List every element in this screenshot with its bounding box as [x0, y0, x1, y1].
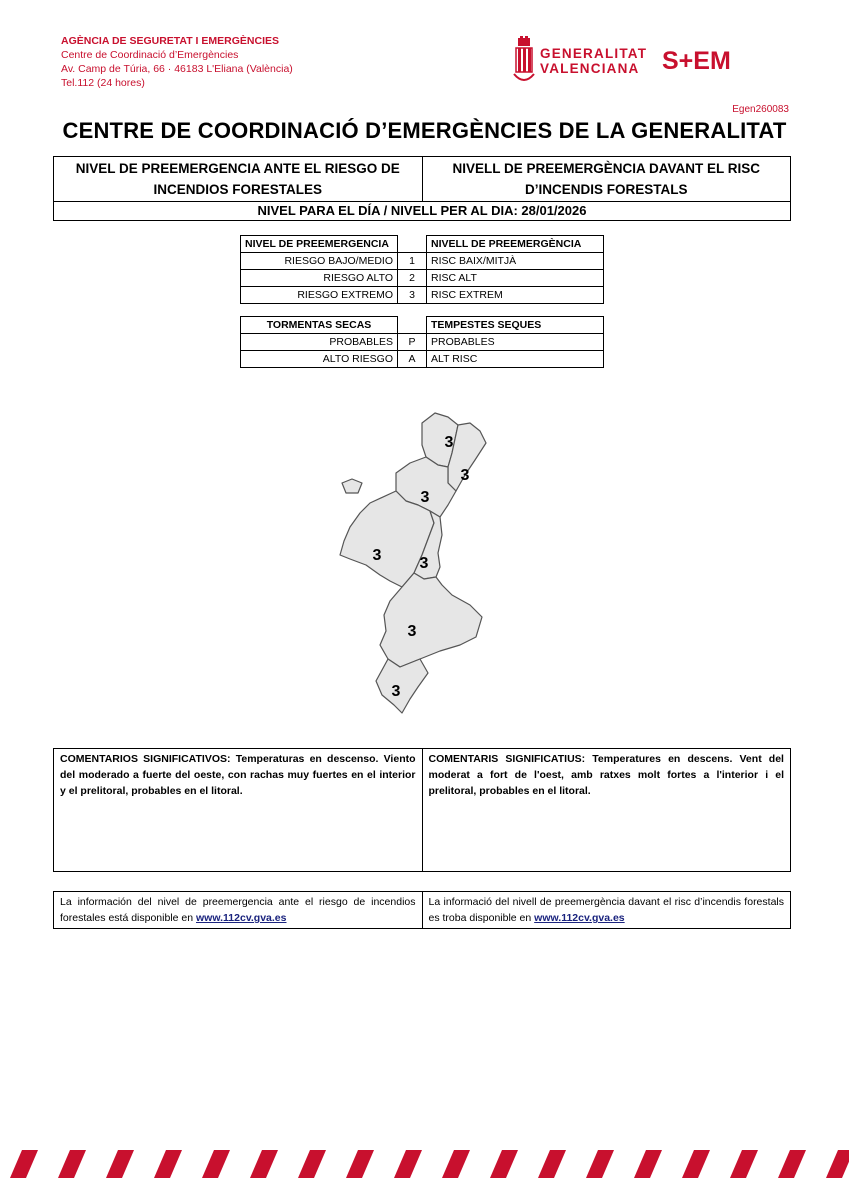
legend-level-va: RISC ALT	[427, 270, 604, 287]
website-link[interactable]: www.112cv.gva.es	[534, 912, 625, 924]
subtitle-va: NIVELL DE PREEMERGÈNCIA DAVANT EL RISC D’INCENDIS FORESTALS	[422, 157, 791, 202]
comment-va	[422, 749, 791, 872]
legend-level-es: RIESGO EXTREMO	[241, 287, 398, 304]
legend-row	[241, 334, 604, 351]
legend-storm-code: P	[398, 334, 427, 351]
legend-storms-header-es: TORMENTAS SECAS	[241, 317, 398, 334]
logo-line-2: VALENCIANA	[540, 61, 640, 76]
legend-levels-table	[240, 235, 604, 304]
comments-table	[53, 748, 791, 872]
info-es-text: La información del nivel de preemergencia ante el riesgo de incendios forestales está disponible en	[60, 896, 416, 924]
hazard-stripe	[0, 1150, 849, 1178]
subtitle-es: NIVEL DE PREEMERGENCIA ANTE EL RIESGO DE INCENDIOS FORESTALES	[54, 157, 423, 202]
legend-levels-header-va: NIVELL DE PREEMERGÈNCIA	[427, 236, 604, 253]
zone-level-label: 3	[372, 547, 382, 564]
legend-level-code: 1	[398, 253, 427, 270]
info-va-text: La informació del nivell de preemergència davant el risc d’incendis forestals es troba disponible en	[428, 896, 784, 924]
comment-es	[54, 749, 423, 872]
legend-level-code: 2	[398, 270, 427, 287]
map-zone-7	[376, 659, 428, 713]
legend-level-es: RIESGO ALTO	[241, 270, 398, 287]
page-title: CENTRE DE COORDINACIÓ D’EMERGÈNCIES DE LA GENERALITAT	[62, 118, 787, 143]
agency-phone: Tel.112 (24 hores)	[61, 77, 145, 89]
logo-line-1: GENERALITAT	[540, 46, 648, 61]
sem-logo: S+EM	[662, 47, 731, 75]
zone-level-label: 3	[419, 555, 429, 572]
risk-map	[330, 405, 500, 720]
legend-row	[241, 253, 604, 270]
legend-storm-es: ALTO RIESGO	[241, 351, 398, 368]
agency-address: Av. Camp de Túria, 66 · 46183 L'Eliana (València)	[61, 63, 293, 75]
zone-level-label: 3	[444, 434, 454, 451]
legend-storms-header-va: TEMPESTES SEQUES	[427, 317, 604, 334]
legend-level-code: 3	[398, 287, 427, 304]
legend-level-va: RISC BAIX/MITJÀ	[427, 253, 604, 270]
date-line: NIVEL PARA EL DÍA / NIVELL PER AL DIA: 28/01/2026	[54, 202, 791, 221]
agency-name: AGÈNCIA DE SEGURETAT I EMERGÈNCIES	[61, 35, 279, 47]
info-es	[54, 892, 423, 929]
legend-storm-es: PROBABLES	[241, 334, 398, 351]
generalitat-coat-of-arms-icon	[512, 36, 538, 86]
info-table	[53, 891, 791, 929]
legend-storm-code: A	[398, 351, 427, 368]
zone-level-label: 3	[420, 489, 430, 506]
map-enclave	[342, 479, 362, 493]
legend-row	[241, 270, 604, 287]
legend-storms-table	[240, 316, 604, 368]
zone-level-label: 3	[391, 683, 401, 700]
agency-centre: Centre de Coordinació d’Emergències	[61, 49, 239, 61]
zone-level-label: 3	[407, 623, 417, 640]
generalitat-logo-text	[540, 46, 647, 76]
website-link[interactable]: www.112cv.gva.es	[196, 912, 287, 924]
legend-level-va: RISC EXTREM	[427, 287, 604, 304]
legend-level-es: RIESGO BAJO/MEDIO	[241, 253, 398, 270]
document-code: Egen260083	[732, 104, 789, 115]
legend-storm-va: ALT RISC	[427, 351, 604, 368]
zone-level-label: 3	[460, 467, 470, 484]
comment-va-label: COMENTARIS SIGNIFICATIUS:	[428, 753, 586, 765]
legend-storm-va: PROBABLES	[427, 334, 604, 351]
legend-levels-header-es: NIVEL DE PREEMERGENCIA	[241, 236, 398, 253]
comment-va-text: Temperatures en descens. Vent del moderat a fort de l'oest, amb ratxes molt fortes a l'interior i el prelitoral, probables en el litoral.	[428, 753, 784, 797]
subtitle-table	[53, 156, 791, 221]
comment-es-text: Temperaturas en descenso. Viento del moderado a fuerte del oeste, con rachas muy fuertes en el interior y el prelitoral, probables en el litoral.	[60, 753, 416, 797]
comment-es-label: COMENTARIOS SIGNIFICATIVOS:	[60, 753, 231, 765]
legend-row	[241, 351, 604, 368]
legend-row	[241, 287, 604, 304]
map-zone-6	[380, 573, 482, 667]
info-va	[422, 892, 791, 929]
